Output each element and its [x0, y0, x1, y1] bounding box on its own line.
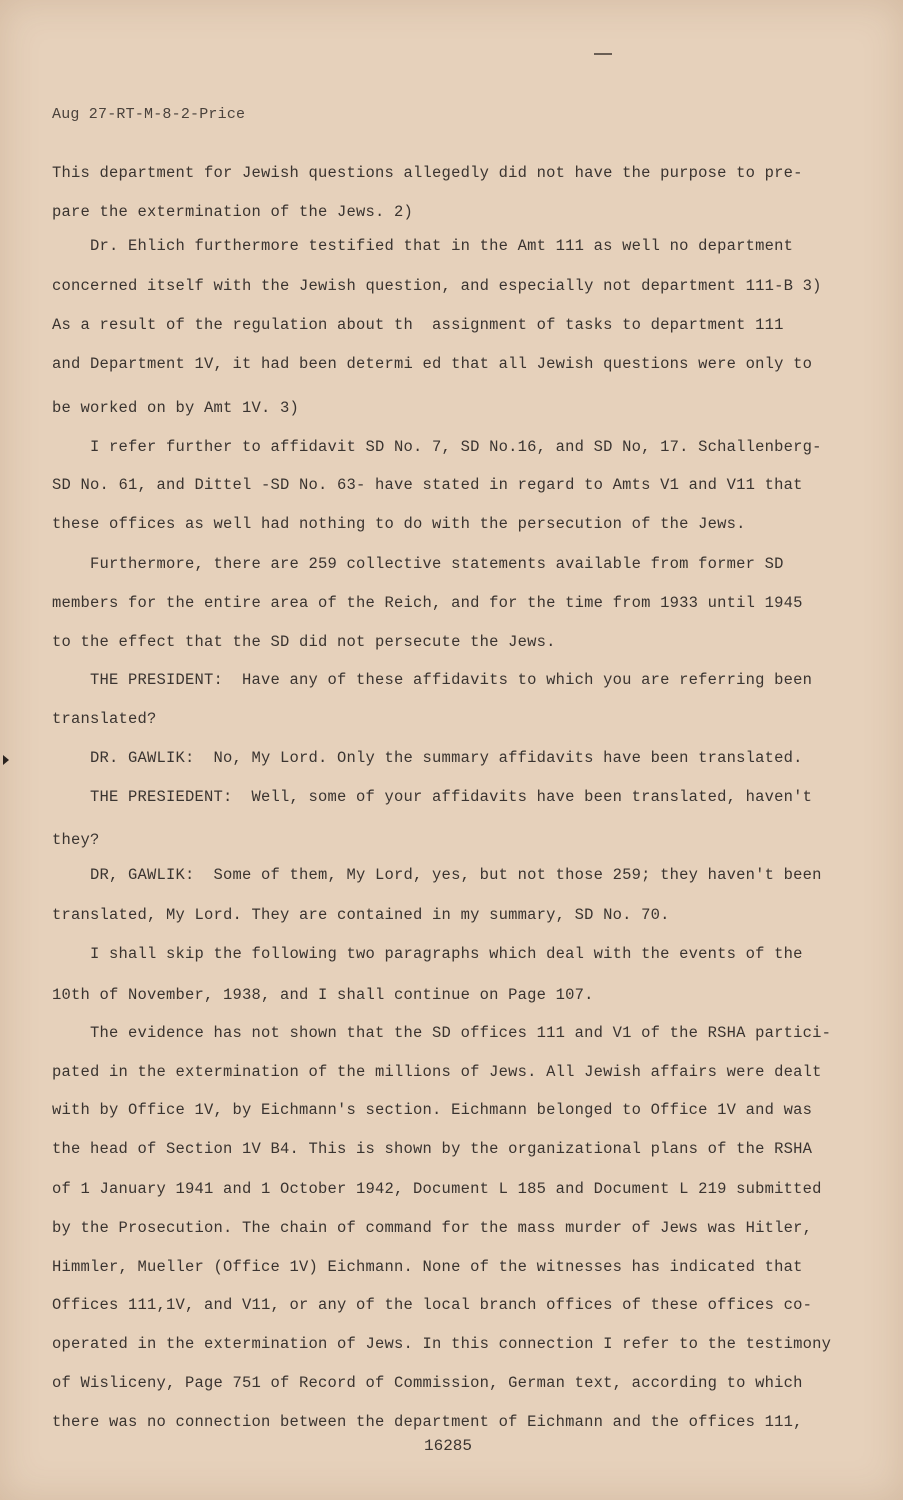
page-number: 16285 [424, 1437, 473, 1455]
text-line: Furthermore, there are 259 collective statements available from former SD [52, 555, 784, 573]
text-line: by the Prosecution. The chain of command for the mass murder of Jews was Hitler, [52, 1219, 813, 1237]
text-line: of 1 January 1941 and 1 October 1942, Document L 185 and Document L 219 submitted [52, 1180, 822, 1198]
text-line: DR, GAWLIK: Some of them, My Lord, yes, but not those 259; they haven't been [52, 866, 822, 884]
text-line: members for the entire area of the Reich, and for the time from 1933 until 1945 [52, 594, 803, 612]
text-line: operated in the extermination of Jews. In this connection I refer to the testimony [52, 1335, 832, 1353]
text-line: THE PRESIEDENT: Well, some of your affidavits have been translated, haven't [52, 788, 813, 806]
text-line: to the effect that the SD did not persecute the Jews. [52, 633, 556, 651]
text-line: As a result of the regulation about th assignment of tasks to department 111 [52, 316, 784, 334]
text-line: with by Office 1V, by Eichmann's section. Eichmann belonged to Office 1V and was [52, 1101, 813, 1119]
text-line: Dr. Ehlich furthermore testified that in the Amt 111 as well no department [52, 237, 794, 255]
text-line: the head of Section 1V B4. This is shown by the organizational plans of the RSHA [52, 1140, 813, 1158]
text-line: This department for Jewish questions allegedly did not have the purpose to pre- [52, 164, 803, 182]
text-line: THE PRESIDENT: Have any of these affidavits to which you are referring been [52, 671, 813, 689]
text-line: Offices 111,1V, and V11, or any of the local branch offices of these offices co- [52, 1296, 813, 1314]
text-line: and Department 1V, it had been determi ed that all Jewish questions were only to [52, 355, 813, 373]
text-line: I shall skip the following two paragraphs which deal with the events of the [52, 945, 803, 963]
text-line: 10th of November, 1938, and I shall continue on Page 107. [52, 986, 594, 1004]
text-line: Himmler, Mueller (Office 1V) Eichmann. None of the witnesses has indicated that [52, 1258, 803, 1276]
text-line: translated, My Lord. They are contained in my summary, SD No. 70. [52, 906, 670, 924]
text-line: pare the extermination of the Jews. 2) [52, 203, 414, 221]
text-line: they? [52, 831, 100, 849]
text-line: these offices as well had nothing to do with the persecution of the Jews. [52, 515, 746, 533]
text-line: I refer further to affidavit SD No. 7, SD No.16, and SD No, 17. Schallenberg- [52, 438, 822, 456]
text-line: DR. GAWLIK: No, My Lord. Only the summary affidavits have been translated. [52, 749, 803, 767]
edge-pointer-mark [3, 755, 9, 765]
text-line: pated in the extermination of the millions of Jews. All Jewish affairs were dealt [52, 1063, 822, 1081]
text-line: there was no connection between the department of Eichmann and the offices 111, [52, 1413, 803, 1431]
document-header: Aug 27-RT-M-8-2-Price [52, 106, 246, 123]
text-line: translated? [52, 710, 157, 728]
text-line: The evidence has not shown that the SD offices 111 and V1 of the RSHA partici- [52, 1024, 832, 1042]
text-line: be worked on by Amt 1V. 3) [52, 399, 300, 417]
top-margin-mark [594, 53, 612, 55]
text-line: SD No. 61, and Dittel -SD No. 63- have stated in regard to Amts V1 and V11 that [52, 476, 803, 494]
text-line: of Wisliceny, Page 751 of Record of Commission, German text, according to which [52, 1374, 803, 1392]
text-line: concerned itself with the Jewish question, and especially not department 111-B 3) [52, 277, 822, 295]
